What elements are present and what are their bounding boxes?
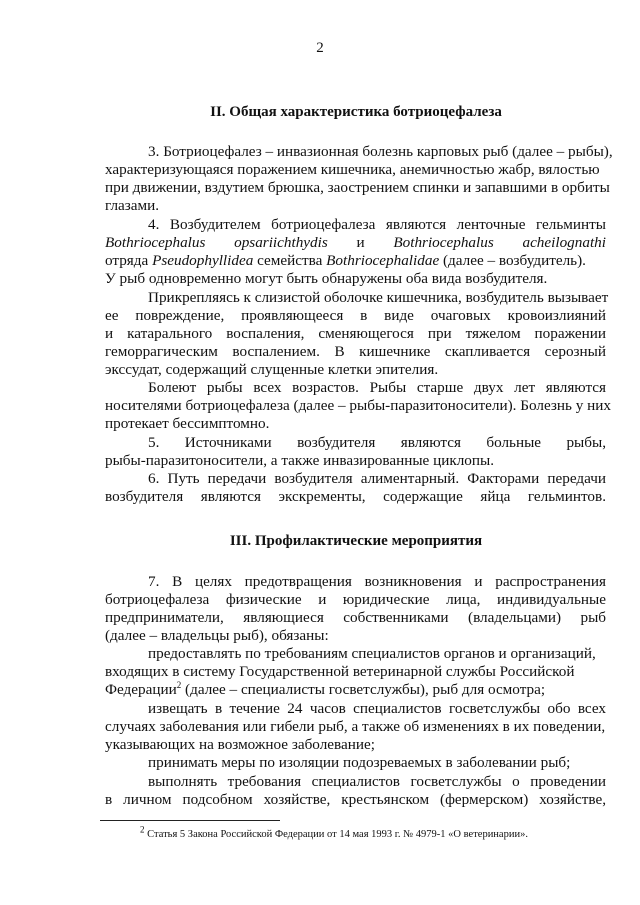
paragraph-7-line-1: 7. В целях предотвращения возникновения и распространения	[148, 573, 606, 590]
duty-2-line-2: случаях заболевания или гибели рыб, а также об изменениях в их поведении,	[105, 718, 606, 735]
paragraph-5-line-1: 5. Источниками возбудителя являются больные рыбы,	[148, 434, 606, 451]
paragraph-7-line-4: (далее – владельцы рыб), обязаны:	[105, 627, 329, 644]
paragraph-age-line-2: носителями ботриоцефалеза (далее – рыбы-паразитоносители). Болезнь у них	[105, 397, 611, 414]
section-2-heading: II. Общая характеристика ботриоцефалеза	[210, 104, 502, 120]
section-3-heading: III. Профилактические мероприятия	[229, 533, 483, 549]
paragraph-4-line-2-latin: Bothriocephalus opsariichthydis и Bothriocephalus acheilognathi	[105, 234, 606, 251]
footnote	[140, 824, 528, 840]
paragraph-4-line-3: отряда Pseudophyllidea семейства Bothriocephalidae (далее – возбудитель).	[105, 252, 586, 269]
paragraph-7-line-2: ботриоцефалеза физические и юридические лица, индивидуальные	[105, 591, 606, 608]
duty-1-line-3	[105, 680, 545, 699]
page-number: 2	[316, 40, 324, 56]
paragraph-lesion-line-2: ее повреждение, проявляющееся в виде очаговых кровоизлияний	[105, 307, 606, 324]
paragraph-lesion-line-3: и катарального воспаления, сменяющегося при тяжелом поражении	[105, 325, 606, 342]
footnote-separator	[100, 820, 280, 821]
paragraph-age-line-1: Болеют рыбы всех возрастов. Рыбы старше двух лет являются	[148, 379, 606, 396]
duty-4-line-1: выполнять требования специалистов госветслужбы о проведении	[148, 773, 606, 790]
paragraph-4-line-1: 4. Возбудителем ботриоцефалеза являются ленточные гельминты	[148, 216, 606, 233]
footnote-reference: 2	[176, 679, 182, 690]
paragraph-lesion-line-4: геморрагическим воспалением. В кишечнике скапливается серозный	[105, 343, 606, 360]
footnote-mark: 2	[140, 824, 145, 835]
duty-2-line-1: извещать в течение 24 часов специалистов госветслужбы обо всех	[148, 700, 606, 717]
paragraph-6-line-2: возбудителя являются экскременты, содержащие яйца гельминтов.	[105, 488, 606, 505]
duty-2-line-3: указывающих на возможное заболевание;	[105, 736, 375, 753]
paragraph-3-line-3: при движении, вздутием брюшка, заострением спинки и запавшими в орбиты	[105, 179, 610, 196]
duty-1-line-2: входящих в систему Государственной ветеринарной службы Российской	[105, 663, 575, 680]
paragraph-7-line-3: предприниматели, являющиеся собственниками (владельцами) рыб	[105, 609, 606, 626]
footnote-text: Статья 5 Закона Российской Федерации от 14 мая 1993 г. № 4979-1 «О ветеринарии».	[147, 829, 528, 840]
duty-4-line-2: в личном подсобном хозяйстве, крестьянском (фермерском) хозяйстве,	[105, 791, 606, 808]
paragraph-lesion-line-1: Прикрепляясь к слизистой оболочке кишечника, возбудитель вызывает	[148, 289, 609, 306]
paragraph-3-line-1: 3. Ботриоцефалез – инвазионная болезнь карповых рыб (далее – рыбы),	[148, 143, 613, 160]
federation-word: Федерации	[105, 681, 177, 698]
duty-3-line-1: принимать меры по изоляции подозреваемых в заболевании рыб;	[148, 754, 571, 771]
paragraph-3-line-4: глазами.	[105, 197, 160, 214]
duty-1-line-3-rest: (далее – специалисты госветслужбы), рыб для осмотра;	[185, 681, 546, 698]
paragraph-age-line-3: протекает бессимптомно.	[105, 415, 270, 432]
duty-1-line-1: предоставлять по требованиям специалистов органов и организаций,	[148, 645, 596, 662]
paragraph-3-line-2: характеризующаяся поражением кишечника, анемичностью жабр, вялостью	[105, 161, 600, 178]
paragraph-5-line-2: рыбы-паразитоносители, а также инвазированные циклопы.	[105, 452, 495, 469]
paragraph-lesion-line-5: экссудат, содержащий слущенные клетки эпителия.	[105, 361, 439, 378]
paragraph-4-line-4: У рыб одновременно могут быть обнаружены оба вида возбудителя.	[105, 270, 548, 287]
paragraph-6-line-1: 6. Путь передачи возбудителя алиментарный. Факторами передачи	[148, 470, 606, 487]
